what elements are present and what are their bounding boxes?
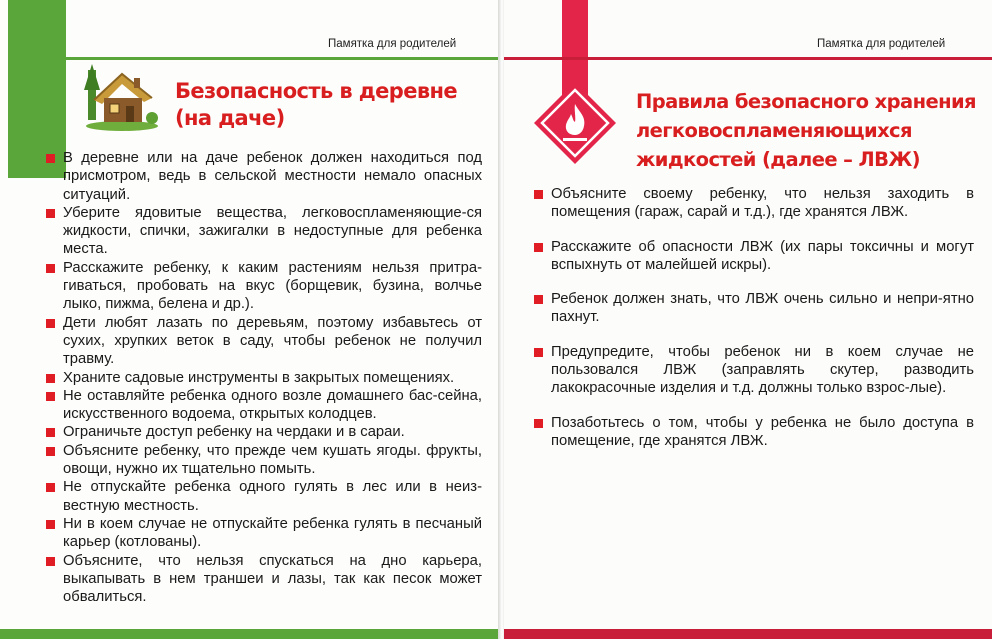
- list-item: [46, 478, 482, 515]
- list-item-text: Объясните, что нельзя спускаться на дно карьера, выкапывать в нем траншеи и лазы, так как песок может обвалиться.: [63, 552, 482, 606]
- bullet-icon: [534, 348, 543, 357]
- bullet-icon: [534, 295, 543, 304]
- list-item-text: Расскажите об опасности ЛВЖ (их пары токсичны и могут вспыхнуть от малейшей искры).: [551, 238, 974, 273]
- list-item-text: Не оставляйте ребенка одного возле домашнего бас-сейна, искусственного водоема, открытых колодцев.: [63, 387, 482, 423]
- bullet-icon: [46, 264, 55, 273]
- page-title: [175, 78, 475, 132]
- list-item-text: Предупредите, чтобы ребенок ни в коем случае не пользовался ЛВЖ (заправлять скутер, разводить лакокрасочные изделия и т.д. должны только взрос-лые).: [551, 343, 974, 397]
- advice-list: [46, 149, 482, 606]
- page-title: [636, 87, 981, 174]
- list-item-text: Объясните своему ребенку, что нельзя заходить в помещения (гараж, сарай и т.д.), где хранятся ЛВЖ.: [551, 186, 974, 221]
- title-line: легковоспламеняющихся: [636, 119, 912, 142]
- header-rule: [504, 57, 992, 60]
- bullet-icon: [46, 447, 55, 456]
- page-header: Памятка для родителей: [817, 38, 946, 50]
- list-item: [46, 387, 482, 424]
- bullet-icon: [46, 374, 55, 383]
- list-item-text: В деревне или на даче ребенок должен находиться под присмотром, ведь в сельской местности немало опасных ситуаций.: [63, 150, 482, 203]
- list-item: [534, 290, 974, 327]
- list-item: [534, 343, 974, 398]
- title-line: жидкостей (далее – ЛВЖ): [636, 148, 920, 171]
- bullet-icon: [46, 520, 55, 529]
- village-house-icon: [82, 60, 162, 132]
- bullet-icon: [46, 154, 55, 163]
- list-item: [46, 259, 482, 314]
- list-item-text: Уберите ядовитые вещества, легковоспламеняющие-ся жидкости, спички, зажигалки в недоступные для ребенка места.: [63, 204, 482, 258]
- advice-list: [534, 185, 974, 466]
- list-item-text: Ни в коем случае не отпускайте ребенка гулять в песчаный карьер (котлованы).: [63, 515, 482, 551]
- flammable-hazard-icon: [532, 80, 618, 166]
- list-item: [46, 515, 482, 552]
- list-item-text: Дети любят лазать по деревьям, поэтому избавьтесь от сухих, хрупких веток в саду, чтобы ребенок не получил травму.: [63, 314, 482, 368]
- bullet-icon: [46, 557, 55, 566]
- bullet-icon: [534, 419, 543, 428]
- list-item: [46, 314, 482, 369]
- right-page: [504, 0, 992, 639]
- list-item-text: Не отпускайте ребенка одного гулять в лес или в неиз-вестную местность.: [63, 479, 482, 514]
- bullet-icon: [46, 209, 55, 218]
- title-line: Правила безопасного хранения: [636, 90, 976, 113]
- bullet-icon: [534, 243, 543, 252]
- bullet-icon: [46, 392, 55, 401]
- title-line: (на даче): [175, 106, 285, 130]
- bottom-bar: [0, 629, 500, 639]
- title-line: Безопасность в деревне: [175, 79, 458, 103]
- list-item: [46, 149, 482, 204]
- list-item: [46, 423, 482, 441]
- list-item: [46, 204, 482, 259]
- bottom-bar: [504, 629, 992, 639]
- bullet-icon: [46, 483, 55, 492]
- bullet-icon: [46, 428, 55, 437]
- list-item: [46, 552, 482, 607]
- list-item: [534, 185, 974, 222]
- list-item: [46, 369, 482, 387]
- list-item-text: Ограничьте доступ ребенку на чердаки и в сараи.: [63, 424, 405, 441]
- list-item-text: Позаботьтесь о том, чтобы у ребенка не было доступа в помещение, где хранятся ЛВЖ.: [551, 414, 974, 449]
- list-item-text: Объясните ребенку, что прежде чем кушать ягоды. фрукты, овощи, нужно их тщательно помыть.: [63, 442, 482, 478]
- bullet-icon: [534, 190, 543, 199]
- list-item-text: Расскажите ребенку, к каким растениям нельзя притра-гиваться, пробовать на вкус (борщевик, бузина, волчье лыко, пижма, белена и др.).: [63, 259, 482, 313]
- list-item: [534, 238, 974, 275]
- page-header: Памятка для родителей: [328, 38, 457, 50]
- list-item-text: Ребенок должен знать, что ЛВЖ очень сильно и непри-ятно пахнут.: [551, 291, 974, 326]
- list-item-text: Храните садовые инструменты в закрытых помещениях.: [63, 369, 455, 386]
- list-item: [46, 442, 482, 479]
- bullet-icon: [46, 319, 55, 328]
- list-item: [534, 414, 974, 451]
